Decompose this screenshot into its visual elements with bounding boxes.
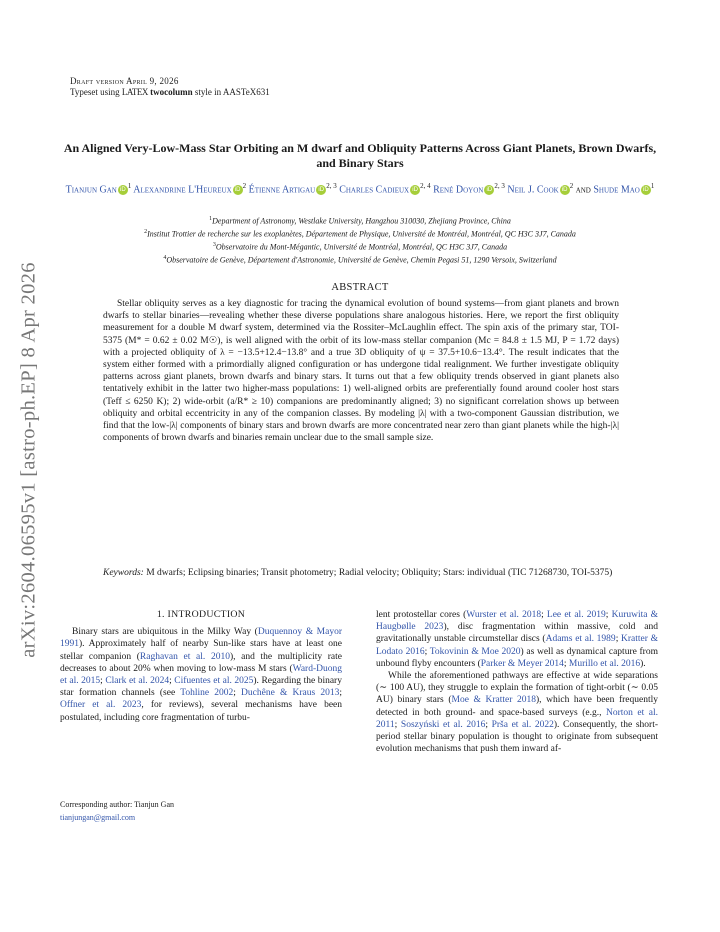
author-name[interactable]: René Doyon: [433, 184, 484, 196]
draft-version: Draft version April 9, 2026: [70, 76, 179, 86]
citation-link[interactable]: Tohline 2002: [180, 688, 234, 699]
intro-paragraph-1: Binary stars are ubiquitous in the Milky Way (Duquennoy & Mayor 1991). Approximately half of nearby Sun-like stars have at least one stellar companion (Raghavan et al. 2010), and the multiplicity rate decreases to about 20% when moving to low-mass M stars (Ward-Duong et al. 2015; Clark et al. 2024; Cifuentes et al. 2025). Regarding the binary star formation channels (see Tohline 2002; Duchêne & Kraus 2013; Offner et al. 2023, for reviews), several mechanisms have been postulated, including core fragmentation of turbu-: [60, 627, 343, 723]
abstract-heading: ABSTRACT: [331, 282, 389, 293]
abstract-body: Stellar obliquity serves as a key diagnostic for tracing the dynamical evolution of bound systems—from giant planets and brown dwarfs to stellar binaries—revealing whether these diverse populations share analogous histories. Here, we report the first obliquity measurement for a double M dwarf system, determined via the Rossiter–McLaughlin effect. The spin axis of the primary star, TOI-5375 (M* = 0.62 ± 0.02 M☉), is well aligned with the orbit of its low-mass stellar companion (Mc = 84.8 ± 1.5 MJ, P = 1.72 days) with a projected obliquity of λ = −13.5+12.4−13.8° and a true 3D obliquity of ψ = 37.5+10.6−13.4°. The result indicates that the system either formed with a primordially aligned configuration or has undergone tidal realignment. We further investigate obliquity patterns across giant planets, brown dwarfs and binary stars. It turns out that a few obliquity trends observed in giant planets also tentatively exhibit in the latter two higher-mass populations: 1) well-aligned orbits are preferentially found around cooler host stars (Teff ≤ 6250 K); 2) wide-orbit (a/R* ≥ 10) companions are predominantly aligned; 3) no significant correlation shows up between obliquity and orbital eccentricity in any of the companion classes. By modeling |λ| with a two-component Gaussian distribution, we find that the low-|λ| components of binary stars and brown dwarfs are more concentrated near zero than giant planets while the high-|λ| components of brown dwarfs and binaries remain unclear due to the small sample size.: [103, 299, 619, 444]
citation-link[interactable]: Ward-Duong et al. 2015: [60, 663, 342, 687]
author-affiliation-marker: 2, 4: [420, 182, 431, 190]
author-name[interactable]: Charles Cadieux: [339, 184, 410, 196]
arxiv-margin-stamp: [14, 230, 44, 690]
author-list: [60, 180, 660, 196]
author-name[interactable]: Shude Mao: [593, 184, 640, 196]
citation-link[interactable]: Duquennoy & Mayor 1991: [60, 627, 343, 650]
orcid-icon[interactable]: iD: [484, 185, 494, 195]
keywords-text: M dwarfs; Eclipsing binaries; Transit photometry; Radial velocity; Obliquity; Stars: individual (TIC 71268730, TOI-5375): [146, 568, 613, 578]
citation-link[interactable]: Parker & Meyer 2014: [480, 658, 564, 669]
paper-title: An Aligned Very-Low-Mass Star Orbiting an M dwarf and Obliquity Patterns Across Giant Planets, Brown Dwarfs, and Binary Stars: [63, 141, 657, 170]
citation-link[interactable]: Soszyński et al. 2016: [400, 719, 486, 730]
author-affiliation-marker: 2: [242, 182, 247, 190]
corresponding-author-footnote: [60, 798, 342, 824]
affiliation-number: 2: [144, 229, 148, 236]
citation-link[interactable]: Cifuentes et al. 2025: [174, 676, 254, 687]
citation-link[interactable]: Lee et al. 2019: [546, 610, 606, 620]
orcid-icon[interactable]: iD: [410, 185, 420, 195]
citation-link[interactable]: Raghavan et al. 2010: [139, 651, 230, 662]
citation-link[interactable]: Prša et al. 2022: [491, 719, 554, 730]
author-email-link[interactable]: tianjungan@gmail.com: [60, 813, 136, 822]
citation-link[interactable]: Clark et al. 2024: [105, 676, 170, 687]
citation-link[interactable]: Moe & Kratter 2018: [451, 695, 536, 706]
arxiv-identifier: arXiv:2604.06595v1 [astro-ph.EP] 8 Apr 2026: [17, 262, 40, 658]
latex-logo: LATEX: [121, 87, 148, 97]
citation-link[interactable]: Kratter & Lodato 2016: [376, 634, 659, 657]
draft-header: [70, 76, 270, 98]
citation-link[interactable]: Tokovinin & Moe 2020: [429, 646, 521, 657]
affiliation: [60, 240, 660, 253]
author-affiliation-marker: 2: [569, 182, 574, 190]
citation-link[interactable]: Kuruwita & Haugbølle 2023: [376, 610, 659, 633]
author-name[interactable]: Alexandrine L'Heureux: [133, 184, 232, 196]
author-name[interactable]: Neil J. Cook: [507, 184, 559, 196]
affiliation: [60, 214, 660, 227]
affiliation-number: 3: [212, 242, 216, 249]
author-name[interactable]: Tianjun Gan: [65, 184, 117, 196]
affiliation-text: Department of Astronomy, Westlake University, Hangzhou 310030, Zhejiang Province, China: [212, 216, 511, 226]
author-name[interactable]: Étienne Artigau: [248, 184, 316, 196]
citation-link[interactable]: Adams et al. 1989: [545, 634, 616, 645]
author-affiliation-marker: 2, 3: [494, 182, 505, 190]
orcid-icon[interactable]: iD: [560, 185, 570, 195]
keywords-label: Keywords:: [103, 568, 144, 578]
corresponding-author: Corresponding author: Tianjun Gan: [60, 800, 174, 809]
orcid-icon[interactable]: iD: [316, 185, 326, 195]
citation-link[interactable]: Wurster et al. 2018: [466, 610, 542, 620]
orcid-icon[interactable]: iD: [233, 185, 243, 195]
author-affiliation-marker: 1: [650, 182, 655, 190]
affiliation-text: Observatoire du Mont-Mégantic, Université de Montréal, Montréal, QC H3C 3J7, Canada: [215, 242, 508, 252]
orcid-icon[interactable]: iD: [641, 185, 651, 195]
affiliation-number: 4: [163, 255, 167, 262]
author-affiliation-marker: 2, 3: [326, 182, 337, 190]
affiliation-list: [60, 214, 660, 267]
affiliation: [60, 253, 660, 266]
affiliation-number: 1: [209, 216, 213, 222]
affiliation: [60, 227, 660, 240]
left-column: [60, 609, 342, 724]
intro-paragraph-1-continued: lent protostellar cores (Wurster et al. 2018; Lee et al. 2019; Kuruwita & Haugbølle 2023), disc fragmentation within massive, cold and gravitationally unstable circumstellar discs (Adams et al. 1989; Kratter & Lodato 2016; Tokovinin & Moe 2020) as well as dynamical capture from unbound flyby encounters (Parker & Meyer 2014; Murillo et al. 2016).: [376, 610, 659, 669]
orcid-icon[interactable]: iD: [118, 185, 128, 195]
section-heading-introduction: 1. INTRODUCTION: [156, 609, 246, 620]
typeset-prefix: Typeset using: [70, 87, 122, 97]
affiliation-text: Institut Trottier de recherche sur les exoplanètes, Département de Physique, Université de Montréal, Montréal, QC H3C 3J7, Canada: [147, 229, 576, 239]
affiliation-text: Observatoire de Genève, Département d'Astronomie, Université de Genève, Chemin Pegasi 51, 1290 Versoix, Switzerland: [166, 256, 557, 266]
typeset-line: [70, 87, 270, 98]
author-affiliation-marker: 1: [127, 182, 132, 190]
citation-link[interactable]: Norton et al. 2011: [376, 707, 658, 730]
author-and: and: [573, 184, 594, 196]
right-column: [376, 609, 658, 755]
citation-link[interactable]: Offner et al. 2023: [60, 700, 142, 711]
keywords: [103, 567, 619, 579]
intro-paragraph-2: While the aforementioned pathways are effective at wide separations (∼ 100 AU), they struggle to explain the formation of tight-orbit (∼ 0.05 AU) binary stars (Moe & Kratter 2018), which have been frequently detected in both ground- and space-based surveys (e.g., Norton et al. 2011; Soszyński et al. 2016; Prša et al. 2022). Consequently, the short-period stellar binary population is thought to originate from subsequent evolution mechanisms that push them inward af-: [376, 671, 659, 755]
typeset-style: twocolumn: [150, 87, 193, 97]
typeset-suffix: style in AASTeX631: [192, 87, 270, 97]
citation-link[interactable]: Murillo et al. 2016: [568, 658, 641, 669]
citation-link[interactable]: Duchêne & Kraus 2013: [241, 688, 340, 699]
